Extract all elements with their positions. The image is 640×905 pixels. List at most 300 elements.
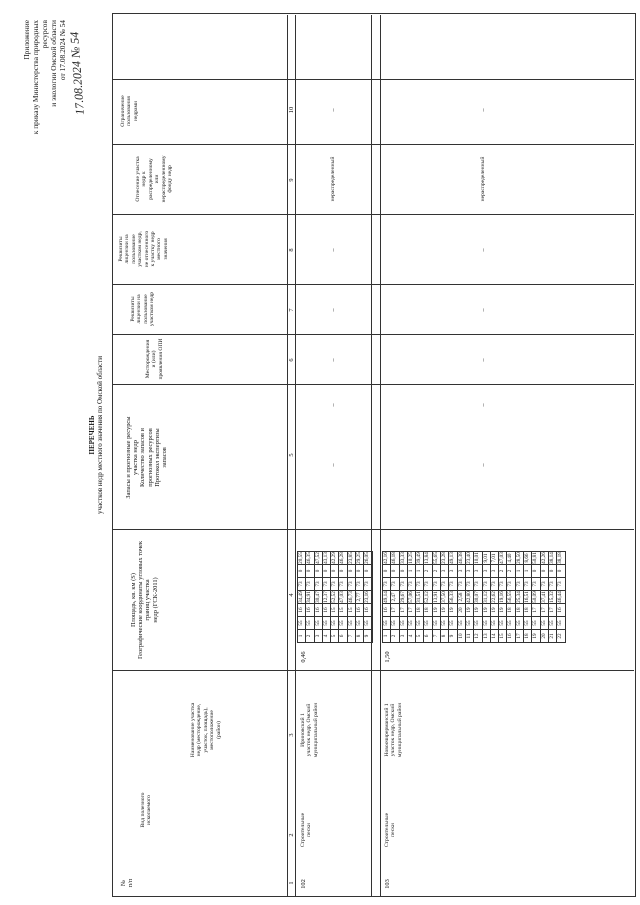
coordinate-cell: 8 — [441, 630, 449, 643]
coordinate-cell: 2 — [391, 630, 399, 643]
coordinate-row — [499, 552, 507, 643]
coordinate-cell: 5 — [331, 630, 339, 643]
coordinate-cell: 18 — [507, 604, 515, 617]
signature-date-image: 17.08.2024 № 54 — [67, 31, 87, 116]
coordinate-cell: 20 — [540, 630, 548, 643]
coordinate-cell: 49,13 — [449, 552, 456, 564]
coordinate-cell: 0 — [399, 565, 407, 578]
coordinate-row — [474, 552, 482, 643]
coordinate-cell: 55 — [548, 617, 556, 630]
coordinate-cell: 0 — [347, 565, 355, 578]
coordinate-cell: 28,50 — [515, 552, 522, 564]
coordinate-cell: 16 — [322, 604, 330, 617]
coordinate-cell: 19 — [499, 604, 507, 617]
header-col-1: № п/п — [120, 878, 135, 888]
coordinate-cell: 55 — [532, 617, 540, 630]
coordinate-cell: 17 — [532, 604, 540, 617]
coordinate-cell: 1 — [524, 565, 532, 578]
coordinate-cell: 16 — [557, 604, 565, 617]
coordinate-cell: 73 — [474, 578, 482, 591]
col-divider — [112, 284, 634, 285]
coordinate-cell: 73 — [532, 578, 540, 591]
header-col-6: Месторождения и (или) проявления ОПИ — [145, 338, 164, 380]
record-1-c8: – — [330, 248, 337, 252]
colnum-2: 2 — [288, 833, 295, 837]
coordinate-cell: 4 — [407, 630, 415, 643]
coordinate-cell: 55 — [457, 617, 465, 630]
record-1-c9: нераспределенный — [330, 156, 336, 202]
coordinate-cell: 3 — [449, 565, 457, 578]
coordinate-cell: 18 — [416, 604, 424, 617]
record-2-c9: нераспределенный — [480, 156, 486, 202]
coordinate-cell: 2 — [424, 565, 432, 578]
coordinate-cell: 2,58 — [457, 592, 464, 602]
coordinate-row — [424, 552, 432, 643]
coordinate-cell: 6 — [424, 630, 432, 643]
appendix-date: от 17.08.2024 № 54 — [58, 20, 67, 81]
coordinate-cell: 21 — [548, 630, 556, 643]
colnum-8: 8 — [288, 248, 295, 252]
coordinate-cell: 4 — [322, 630, 330, 643]
coordinate-cell: 73 — [391, 578, 399, 591]
coordinate-cell: 55 — [383, 617, 391, 630]
coordinate-cell: 0 — [298, 565, 306, 578]
coordinate-cell: 0 — [532, 565, 540, 578]
coordinate-cell: 46,18 — [391, 552, 398, 564]
coordinate-cell: 42,80 — [465, 591, 472, 603]
record-1-c5: – — [330, 403, 337, 407]
coordinate-cell: 20,55 — [297, 552, 304, 564]
coordinate-cell: 17 — [540, 604, 548, 617]
coordinate-cell: 55 — [298, 617, 306, 630]
coordinate-cell: 46,38 — [457, 552, 464, 564]
coordinate-cell: 49,14 — [382, 591, 389, 603]
coordinate-cell: 56,55 — [507, 591, 514, 603]
coordinate-cell: 6 — [339, 630, 347, 643]
coordinate-cell: 13 — [482, 630, 490, 643]
coordinate-cell: 18 — [515, 604, 523, 617]
coordinate-row — [383, 552, 391, 643]
coordinate-cell: 12 — [474, 630, 482, 643]
header-col-5: Запасы и прогнозные ресурсы участка недр Количество запасов и прогнозных ресурсов Протокол экспертизы запасов — [125, 416, 169, 499]
coordinate-cell: 10 — [457, 630, 465, 643]
coordinate-cell: 73 — [540, 578, 548, 591]
coordinate-cell: 15 — [347, 604, 355, 617]
coordinate-cell: 10,25 — [407, 552, 414, 564]
coordinate-row — [524, 552, 532, 643]
coordinate-row — [557, 552, 565, 643]
coordinate-row — [331, 552, 339, 643]
coordinate-cell: 55 — [449, 617, 457, 630]
coordinate-cell: 22 — [557, 630, 565, 643]
coordinate-cell: 19 — [432, 604, 440, 617]
coordinate-cell: 1 — [407, 565, 415, 578]
coordinate-row — [407, 552, 415, 643]
coordinate-cell: 73 — [465, 578, 473, 591]
coordinate-cell: 7 — [432, 630, 440, 643]
coordinate-cell: 73 — [407, 578, 415, 591]
coordinates-table-102 — [297, 551, 373, 643]
coordinate-cell: 34,49 — [297, 591, 304, 603]
coordinate-cell: 0 — [331, 565, 339, 578]
coordinate-cell: 73 — [322, 578, 330, 591]
coordinate-cell: 19 — [490, 604, 498, 617]
coordinate-cell: 3 — [441, 565, 449, 578]
coordinate-cell: 16,51 — [523, 591, 530, 603]
coordinate-cell: 73 — [383, 578, 391, 591]
coordinate-cell: 0 — [548, 565, 556, 578]
row-divider — [380, 15, 381, 897]
coordinate-cell: 16 — [364, 604, 372, 617]
coordinate-cell: 73 — [499, 578, 507, 591]
record-1-area: 0,46 — [300, 651, 307, 663]
coordinate-cell: 15 — [331, 604, 339, 617]
col-divider — [112, 384, 634, 385]
coordinate-cell: 17 — [391, 604, 399, 617]
coordinate-cell: 55 — [314, 617, 322, 630]
col-divider — [112, 334, 634, 335]
coordinate-cell: 8 — [356, 630, 364, 643]
coordinate-cell: 43,13 — [322, 552, 329, 564]
coordinate-cell: 73 — [524, 578, 532, 591]
coordinate-cell: 9 — [449, 630, 457, 643]
coordinate-cell: 25,34 — [515, 591, 522, 603]
coordinate-cell: 5 — [416, 630, 424, 643]
coordinate-cell: 3 — [457, 565, 465, 578]
coordinate-cell: 23,16 — [364, 591, 371, 603]
coordinate-cell: 0 — [383, 565, 391, 578]
coordinate-cell: 14 — [490, 630, 498, 643]
coordinate-cell: 55 — [515, 617, 523, 630]
coordinate-row — [432, 552, 440, 643]
coordinate-cell: 3 — [399, 630, 407, 643]
record-2-c7: – — [480, 308, 487, 312]
coordinate-cell: 55 — [416, 617, 424, 630]
coordinate-row — [306, 552, 314, 643]
coordinate-cell: 15 — [339, 604, 347, 617]
coordinate-cell: 10,01 — [474, 552, 481, 564]
colnum-5: 5 — [288, 453, 295, 457]
coordinate-cell: 19 — [449, 604, 457, 617]
coordinate-row — [532, 552, 540, 643]
record-1-num: 102 — [300, 879, 307, 889]
record-2-type: Строительные пески — [384, 812, 397, 848]
coordinate-cell: 18 — [524, 604, 532, 617]
coordinate-cell: 73 — [507, 578, 515, 591]
coordinate-cell: 23,28 — [441, 552, 448, 564]
coordinate-cell: 31,51 — [416, 591, 423, 603]
coordinate-cell: 55 — [507, 617, 515, 630]
coordinate-row — [364, 552, 372, 643]
coordinate-row — [548, 552, 556, 643]
col-divider — [112, 670, 634, 671]
coordinate-row — [416, 552, 424, 643]
coordinate-cell: 30,07 — [474, 591, 481, 603]
coordinate-cell: 55 — [339, 617, 347, 630]
coordinate-cell: 73 — [548, 578, 556, 591]
header-col-9: Отнесение участка недр к распределенному или нераспределенному фонду недр — [135, 155, 174, 203]
coordinate-cell: 2,47 — [391, 592, 398, 602]
coordinate-cell: 3 — [482, 565, 490, 578]
coordinate-cell: 0 — [356, 565, 364, 578]
title-sub: участков недр местного значения по Омской области — [96, 356, 104, 514]
coordinate-cell: 1 — [515, 565, 523, 578]
coordinate-row — [441, 552, 449, 643]
coordinate-cell: 3 — [314, 630, 322, 643]
coordinate-row — [540, 552, 548, 643]
colnum-3: 3 — [288, 733, 295, 737]
coordinate-cell: 55 — [540, 617, 548, 630]
title-main: ПЕРЕЧЕНЬ — [88, 415, 96, 455]
row-divider — [371, 15, 372, 897]
coordinate-cell: 11 — [465, 630, 473, 643]
appendix-label: Приложение — [22, 20, 31, 60]
coordinate-cell: 4,40 — [507, 553, 514, 563]
coordinate-cell: 3 — [490, 565, 498, 578]
coordinate-cell: 16 — [507, 630, 515, 643]
coordinate-cell: 73 — [416, 578, 424, 591]
coordinate-cell: 9,01 — [482, 553, 489, 563]
coordinate-cell: 55 — [441, 617, 449, 630]
coordinate-cell: 50,81 — [532, 552, 539, 564]
coordinate-cell: 73 — [424, 578, 432, 591]
record-1-reserves: – — [330, 463, 337, 467]
coordinate-cell: 47,52 — [314, 552, 321, 564]
coordinate-cell: 2 — [499, 565, 507, 578]
colnum-4: 4 — [288, 593, 295, 597]
coordinate-cell: 13,91 — [432, 591, 439, 603]
coordinate-cell: 55 — [490, 617, 498, 630]
coordinate-cell: 2,77 — [356, 592, 363, 602]
colnum-6: 6 — [288, 358, 295, 362]
coordinate-cell: 57,06 — [407, 591, 414, 603]
coordinates-table-103 — [382, 551, 566, 643]
coordinate-cell: 55 — [322, 617, 330, 630]
colnum-9: 9 — [288, 178, 295, 182]
coordinate-cell: 16 — [383, 604, 391, 617]
coordinate-row — [457, 552, 465, 643]
coordinate-cell: 55 — [465, 617, 473, 630]
appendix-note — [22, 20, 67, 160]
coordinate-cell: 55 — [424, 617, 432, 630]
coordinate-cell: 33,33 — [399, 552, 406, 564]
coordinate-row — [482, 552, 490, 643]
coordinate-cell: 55 — [306, 617, 314, 630]
appendix-ministry: и экологии Омской области — [49, 20, 58, 107]
coordinate-cell: 73 — [449, 578, 457, 591]
coordinate-cell: 73 — [432, 578, 440, 591]
coordinate-cell: 15 — [499, 630, 507, 643]
coordinate-cell: 73 — [314, 578, 322, 591]
record-2-area: 1,50 — [384, 651, 391, 663]
col-divider — [112, 79, 634, 80]
coordinate-cell: 19 — [465, 604, 473, 617]
coordinate-cell: 56,33 — [449, 591, 456, 603]
record-2-name: Новоочирерманский 1 участок недр, Омский муниципальный район — [384, 702, 403, 758]
header-col-8: Реквизиты лицензии на пользование участком недр, не отнесенного к участку недр местного значения — [118, 230, 169, 268]
coordinate-cell: 16 — [356, 604, 364, 617]
coordinate-cell: 73 — [557, 578, 565, 591]
coordinate-cell: 42,26 — [540, 552, 547, 564]
coordinate-cell: 52,52 — [331, 591, 338, 603]
coordinate-row — [391, 552, 399, 643]
document-title — [88, 255, 104, 615]
coordinate-cell: 73 — [331, 578, 339, 591]
record-1-name: Ириновский 1 участок недр, Омский муниципальный район — [300, 702, 319, 758]
coordinate-row — [298, 552, 306, 643]
coordinate-cell: 16 — [298, 604, 306, 617]
coordinate-row — [399, 552, 407, 643]
coordinate-cell: 0 — [306, 565, 314, 578]
coordinate-cell: 46,28 — [339, 552, 346, 564]
coordinate-cell: 2 — [306, 630, 314, 643]
coordinate-cell: 31,12 — [482, 591, 489, 603]
coordinate-cell: 73 — [490, 578, 498, 591]
coordinate-cell: 73 — [347, 578, 355, 591]
coordinate-cell: 17 — [515, 630, 523, 643]
coordinate-cell: 19 — [482, 604, 490, 617]
record-1-type: Строительные пески — [300, 812, 313, 848]
coordinate-cell: 34,91 — [306, 591, 313, 603]
coordinate-row — [490, 552, 498, 643]
coordinate-cell: 0 — [364, 565, 372, 578]
coordinate-cell: 55 — [557, 617, 565, 630]
record-2-num: 103 — [384, 879, 391, 889]
col-divider — [112, 896, 634, 897]
col-divider — [112, 214, 634, 215]
coordinate-cell: 55 — [474, 617, 482, 630]
coordinate-cell: 17 — [548, 604, 556, 617]
coordinate-cell: 73 — [515, 578, 523, 591]
coordinate-cell: 38,14 — [548, 552, 555, 564]
coordinate-cell: 0 — [314, 565, 322, 578]
header-col-10: Ограничение пользования недрами — [120, 95, 139, 127]
coordinate-cell: 3 — [465, 565, 473, 578]
coordinate-cell: 55 — [391, 617, 399, 630]
record-2-c5: – — [480, 403, 487, 407]
record-2-c8: – — [480, 248, 487, 252]
header-col-7: Реквизиты лицензии на пользование участком недр — [130, 291, 156, 327]
record-2-c10: – — [480, 108, 487, 112]
coordinate-cell: 30,47 — [314, 591, 321, 603]
coordinate-cell: 22,62 — [490, 591, 497, 603]
coordinate-cell: 73 — [364, 578, 372, 591]
coordinate-cell: 37,50 — [441, 591, 448, 603]
coordinate-cell: 47,03 — [499, 552, 506, 564]
coordinate-cell: 8,66 — [523, 553, 530, 563]
coordinate-cell: 73 — [339, 578, 347, 591]
coordinate-cell: 55 — [499, 617, 507, 630]
coordinate-cell: 29,25 — [356, 552, 363, 564]
coordinate-cell: 0 — [391, 565, 399, 578]
coordinate-cell: 55 — [331, 617, 339, 630]
coordinate-cell: 55 — [356, 617, 364, 630]
coordinate-cell: 73 — [399, 578, 407, 591]
coordinate-cell: 55 — [524, 617, 532, 630]
coordinate-cell: 19 — [441, 604, 449, 617]
coordinate-cell: 73 — [441, 578, 449, 591]
coordinate-cell: 42,29 — [331, 552, 338, 564]
coordinate-cell: 12,37 — [322, 591, 329, 603]
header-col-3: Наименование участка недр (месторождение, участок, площадь), местоположение (район) — [190, 702, 222, 758]
coordinate-row — [356, 552, 364, 643]
header-col-2: Вид полезного ископаемого — [140, 792, 153, 828]
coordinate-cell: 46,73 — [347, 591, 354, 603]
record-2-reserves: – — [480, 463, 487, 467]
coordinate-cell: 20 — [457, 604, 465, 617]
coordinate-row — [322, 552, 330, 643]
col-divider — [112, 529, 634, 530]
coordinate-cell: 7 — [347, 630, 355, 643]
coordinate-cell: 16 — [314, 604, 322, 617]
coordinate-cell: 38,18 — [557, 552, 564, 564]
coordinate-row — [339, 552, 347, 643]
coordinate-row — [465, 552, 473, 643]
coordinate-cell: 15,32 — [548, 591, 555, 603]
coordinate-cell: 19 — [474, 604, 482, 617]
coordinate-cell: 47,03 — [339, 591, 346, 603]
coordinate-cell: 16 — [306, 604, 314, 617]
coordinate-cell: 17 — [407, 604, 415, 617]
coordinate-cell: 73 — [298, 578, 306, 591]
coordinate-row — [507, 552, 515, 643]
coordinate-cell: 18 — [524, 630, 532, 643]
coordinate-cell: 23,85 — [347, 552, 354, 564]
coordinate-cell: 37,41 — [540, 591, 547, 603]
coordinate-cell: 39,49 — [416, 552, 423, 564]
coordinate-cell: 55,65 — [432, 552, 439, 564]
col-divider — [112, 144, 634, 145]
coordinate-cell: 18 — [424, 604, 432, 617]
coordinate-cell: 52,12 — [424, 591, 431, 603]
coordinate-cell: 29,67 — [399, 591, 406, 603]
coordinate-cell: 0 — [322, 565, 330, 578]
coordinate-cell: 23,40 — [465, 552, 472, 564]
coordinate-row — [347, 552, 355, 643]
coordinate-cell: 50,09 — [532, 591, 539, 603]
coordinate-cell: 1 — [298, 630, 306, 643]
coordinate-cell: 19,16 — [499, 591, 506, 603]
coordinate-cell: 55 — [364, 617, 372, 630]
coordinate-cell: 73 — [306, 578, 314, 591]
colnum-1: 1 — [288, 881, 295, 885]
record-1-c7: – — [330, 308, 337, 312]
coordinate-cell: 55 — [482, 617, 490, 630]
coordinate-cell: 46,35 — [306, 552, 313, 564]
coordinate-cell: 0 — [540, 565, 548, 578]
coordinate-row — [314, 552, 322, 643]
coordinate-cell: 7,01 — [490, 553, 497, 563]
coordinate-cell: 9 — [364, 630, 372, 643]
coordinate-cell: 55 — [347, 617, 355, 630]
coordinate-cell: 13,84 — [424, 552, 431, 564]
coordinate-cell: 46,44 — [557, 591, 564, 603]
coordinate-cell: 19 — [532, 630, 540, 643]
coordinate-cell: 73 — [356, 578, 364, 591]
record-1-c10: – — [330, 108, 337, 112]
coordinate-cell: 55 — [432, 617, 440, 630]
colnum-7: 7 — [288, 308, 295, 312]
coordinate-cell: 2 — [507, 565, 515, 578]
coordinate-cell: 0 — [557, 565, 565, 578]
coordinate-cell: 73 — [457, 578, 465, 591]
coordinate-cell: 17 — [399, 604, 407, 617]
coordinate-cell: 73 — [482, 578, 490, 591]
coordinate-cell: 3 — [474, 565, 482, 578]
coordinate-cell: 55 — [407, 617, 415, 630]
header-col-4: Площадь, кв. км (S) Географические координаты угловых точек границ участка недр (ГСК-2011) — [130, 540, 159, 660]
coordinate-cell: 2 — [432, 565, 440, 578]
